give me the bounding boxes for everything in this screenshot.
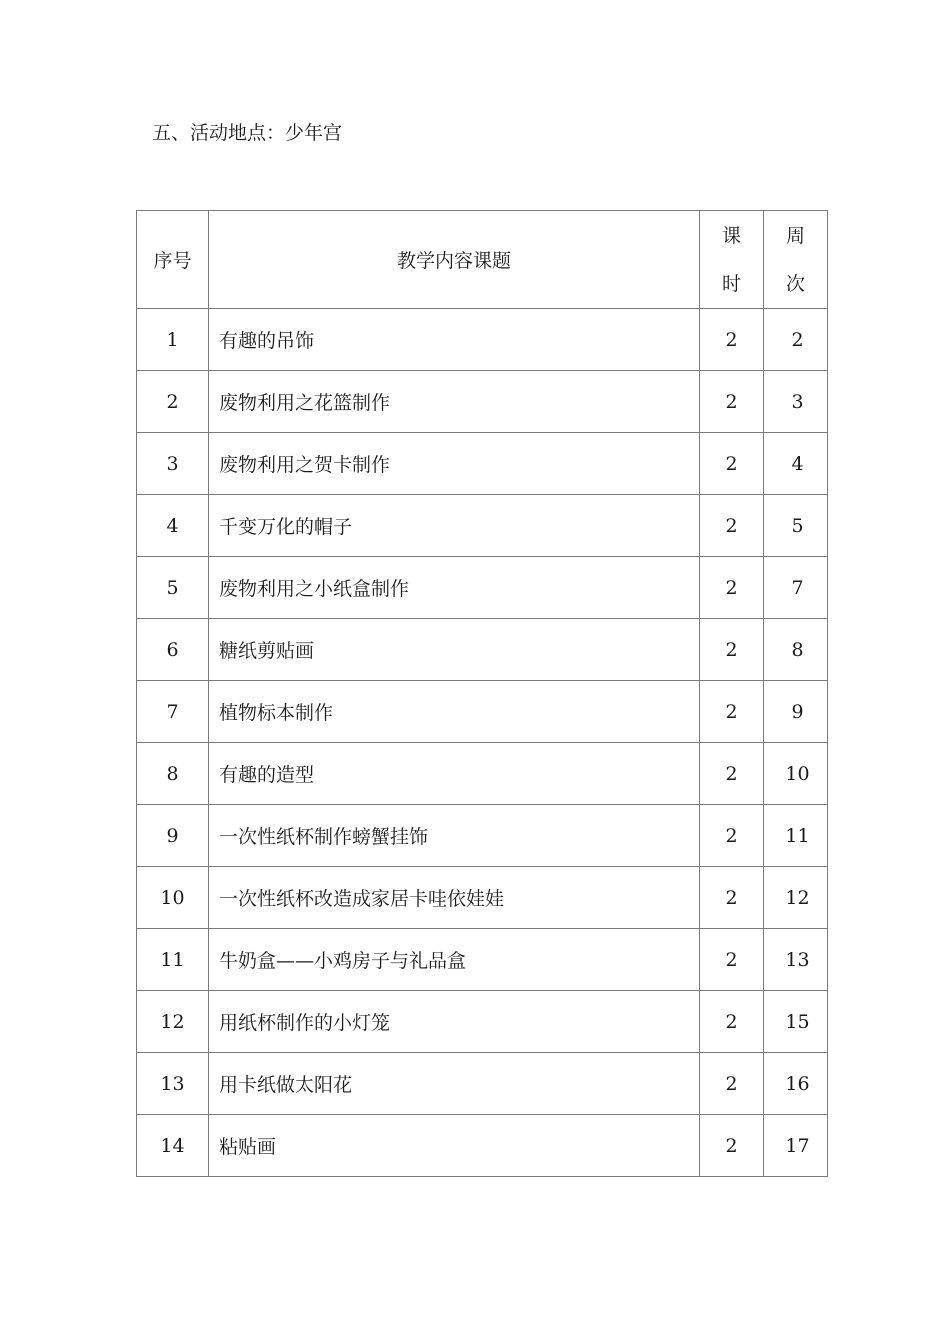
cell-hours: 2 <box>700 1053 764 1115</box>
table-row <box>137 743 828 805</box>
cell-topic: 用纸杯制作的小灯笼 <box>209 991 700 1053</box>
cell-index: 1 <box>137 309 209 371</box>
week-value: 11 <box>785 824 810 847</box>
cell-hours: 2 <box>700 371 764 433</box>
cell-index: 4 <box>137 495 209 557</box>
cell-index: 11 <box>137 929 209 991</box>
cell-week <box>764 557 828 619</box>
week-value: 2 <box>791 328 804 351</box>
cell-hours: 2 <box>700 433 764 495</box>
section-heading: 五、活动地点：少年宫 <box>152 122 343 144</box>
cell-topic: 用卡纸做太阳花 <box>209 1053 700 1115</box>
cell-week <box>764 433 828 495</box>
cell-topic: 有趣的吊饰 <box>209 309 700 371</box>
cell-index: 5 <box>137 557 209 619</box>
cell-index: 3 <box>137 433 209 495</box>
table-row <box>137 867 828 929</box>
table-row <box>137 557 828 619</box>
week-value: 8 <box>791 638 804 661</box>
table-row <box>137 805 828 867</box>
cell-hours: 2 <box>700 681 764 743</box>
cell-index: 10 <box>137 867 209 929</box>
week-value: 12 <box>785 886 810 909</box>
cell-week <box>764 1053 828 1115</box>
cell-index: 14 <box>137 1115 209 1177</box>
course-schedule-table <box>136 210 828 1177</box>
cell-topic: 一次性纸杯改造成家居卡哇依娃娃 <box>209 867 700 929</box>
cell-hours: 2 <box>700 929 764 991</box>
cell-hours: 2 <box>700 309 764 371</box>
cell-hours: 2 <box>700 991 764 1053</box>
week-value: 3 <box>791 390 804 413</box>
table-row <box>137 619 828 681</box>
header-index: 序号 <box>137 211 209 309</box>
cell-hours: 2 <box>700 805 764 867</box>
week-value: 10 <box>785 762 810 785</box>
cell-index: 9 <box>137 805 209 867</box>
cell-topic: 有趣的造型 <box>209 743 700 805</box>
week-value: 9 <box>791 700 804 723</box>
cell-index: 13 <box>137 1053 209 1115</box>
week-value: 16 <box>785 1072 810 1095</box>
header-week-bottom: 次 <box>785 272 805 295</box>
cell-topic: 千变万化的帽子 <box>209 495 700 557</box>
cell-week <box>764 309 828 371</box>
cell-topic: 一次性纸杯制作螃蟹挂饰 <box>209 805 700 867</box>
cell-index: 12 <box>137 991 209 1053</box>
table-header-row <box>137 211 828 309</box>
cell-week <box>764 867 828 929</box>
cell-index: 2 <box>137 371 209 433</box>
cell-week <box>764 991 828 1053</box>
cell-week <box>764 495 828 557</box>
cell-index: 7 <box>137 681 209 743</box>
header-hours-bottom: 时 <box>721 272 741 295</box>
table-row <box>137 1053 828 1115</box>
table-row <box>137 371 828 433</box>
cell-week <box>764 805 828 867</box>
header-hours-top: 课 <box>721 224 741 247</box>
header-week <box>764 211 828 309</box>
week-value: 15 <box>785 1010 810 1033</box>
cell-topic: 废物利用之贺卡制作 <box>209 433 700 495</box>
cell-week <box>764 681 828 743</box>
cell-hours: 2 <box>700 619 764 681</box>
cell-hours: 2 <box>700 867 764 929</box>
cell-topic: 牛奶盒——小鸡房子与礼品盒 <box>209 929 700 991</box>
cell-topic: 植物标本制作 <box>209 681 700 743</box>
cell-topic: 糖纸剪贴画 <box>209 619 700 681</box>
cell-week <box>764 1115 828 1177</box>
table-row <box>137 1115 828 1177</box>
table-body <box>137 309 828 1177</box>
table-row <box>137 495 828 557</box>
cell-week <box>764 371 828 433</box>
table-row <box>137 309 828 371</box>
week-value: 7 <box>791 576 804 599</box>
cell-hours: 2 <box>700 743 764 805</box>
table-row <box>137 991 828 1053</box>
header-topic: 教学内容课题 <box>209 211 700 309</box>
cell-week <box>764 929 828 991</box>
cell-hours: 2 <box>700 557 764 619</box>
week-value: 13 <box>785 948 810 971</box>
header-hours <box>700 211 764 309</box>
table-row <box>137 433 828 495</box>
cell-topic: 废物利用之花篮制作 <box>209 371 700 433</box>
cell-hours: 2 <box>700 495 764 557</box>
cell-index: 8 <box>137 743 209 805</box>
cell-hours: 2 <box>700 1115 764 1177</box>
table-row <box>137 681 828 743</box>
cell-index: 6 <box>137 619 209 681</box>
week-value: 4 <box>791 452 804 475</box>
cell-topic: 废物利用之小纸盒制作 <box>209 557 700 619</box>
cell-week <box>764 619 828 681</box>
cell-week <box>764 743 828 805</box>
week-value: 5 <box>791 514 804 537</box>
week-value: 17 <box>785 1134 810 1157</box>
header-week-top: 周 <box>785 224 805 247</box>
cell-topic: 粘贴画 <box>209 1115 700 1177</box>
table-row <box>137 929 828 991</box>
